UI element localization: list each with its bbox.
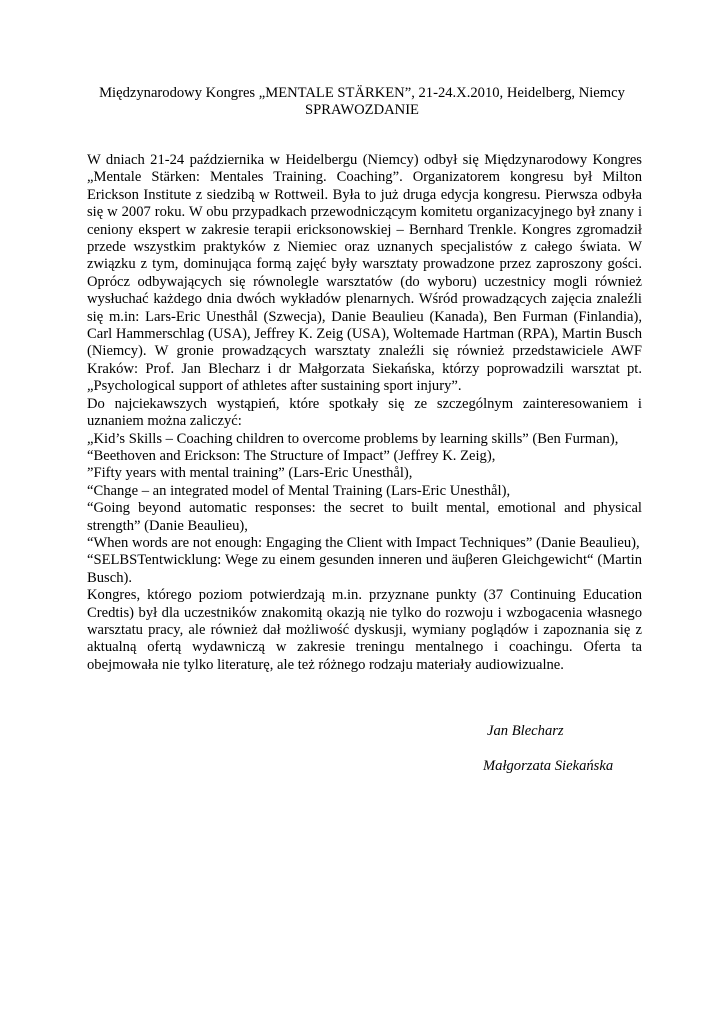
report-heading: SPRAWOZDANIE <box>305 102 419 118</box>
highlights-intro: Do najciekawszych wystąpień, które spotkały się ze szczególnym zainteresowaniem i uznaniem można zaliczyć: <box>87 395 642 430</box>
talk-item: “When words are not enough: Engaging the Client with Impact Techniques” (Danie Beaulieu), <box>87 534 640 551</box>
signature-author-1: Jan Blecharz <box>487 723 564 739</box>
talk-item: ”Fifty years with mental training” (Lars-Eric Unesthål), <box>87 465 413 482</box>
signature-author-2: Małgorzata Siekańska <box>483 758 614 774</box>
report-body <box>87 152 642 674</box>
talk-item: “SELBSTentwicklung: Wege zu einem gesunden inneren und äuβeren Gleichgewicht“ (Martin Busch). <box>87 552 642 586</box>
talk-item: „Kid’s Skills – Coaching children to overcome problems by learning skills” (Ben Furman), <box>87 430 619 447</box>
talk-item: “Beethoven and Erickson: The Structure of Impact” (Jeffrey K. Zeig), <box>87 447 496 464</box>
intro-paragraph: W dniach 21-24 października w Heidelbergu (Niemcy) odbył się Międzynarodowy Kongres „Mentale Stärken: Mentales Training. Coaching”. Organizatorem kongresu był Milton Erickson Institute z siedzibą w Rottweil. Była to już druga edycja kongresu. Pierwsza odbyła się w 2007 roku. W obu przypadkach przewodniczącym komitetu organizacyjnego był znany i ceniony ekspert w zakresie terapii ericksonowskiej – Bernhard Trenkle. Kongres zgromadził przede wszystkim praktyków z Niemiec oraz uznanych specjalistów z całego świata. W związku z tym, dominująca formą zajęć były warsztaty prowadzone przez zaproszony gości. Oprócz odbywających się równolegle warsztatów (do wyboru) uczestnicy mogli również wysłuchać każdego dnia dwóch wykładów plenarnych. Wśród prowadzących zajęcia znaleźli się m.in: Lars-Eric Unesthål (Szwecja), Danie Beaulieu (Kanada), Ben Furman (Finlandia), Carl Hammerschlag (USA), Jeffrey K. Zeig (USA), Woltemade Hartman (RPA), Martin Busch (Niemcy). W gronie prowadzących warsztaty znaleźli się również przedstawiciele AWF Kraków: Prof. Jan Blecharz i dr Małgorzata Siekańska, którzy poprowadzili warsztat pt. „Psychological support of athletes after sustaining sport injury”. <box>87 152 642 395</box>
talk-item: “Going beyond automatic responses: the secret to built mental, emotional and physical strength” (Danie Beaulieu), <box>87 500 642 534</box>
document-header <box>60 85 664 119</box>
talk-item: “Change – an integrated model of Mental Training (Lars-Eric Unesthål), <box>87 482 511 499</box>
closing-paragraph: Kongres, którego poziom potwierdzają m.in. przyznane punkty (37 Continuing Education Credtis) był dla uczestników znakomitą okazją nie tylko do rozwoju i wzbogacenia własnego warsztatu pracy, ale również dał możliwość dyskusji, wymiany poglądów i zapoznania się z aktualną ofertą wydawniczą w zakresie treningu mentalnego i coachingu. Oferta ta obejmowała nie tylko literaturę, ale też różnego rodzaju materiały audiowizualne. <box>87 587 642 673</box>
congress-title: Międzynarodowy Kongres „MENTALE STÄRKEN”, 21-24.X.2010, Heidelberg, Niemcy <box>99 85 625 101</box>
